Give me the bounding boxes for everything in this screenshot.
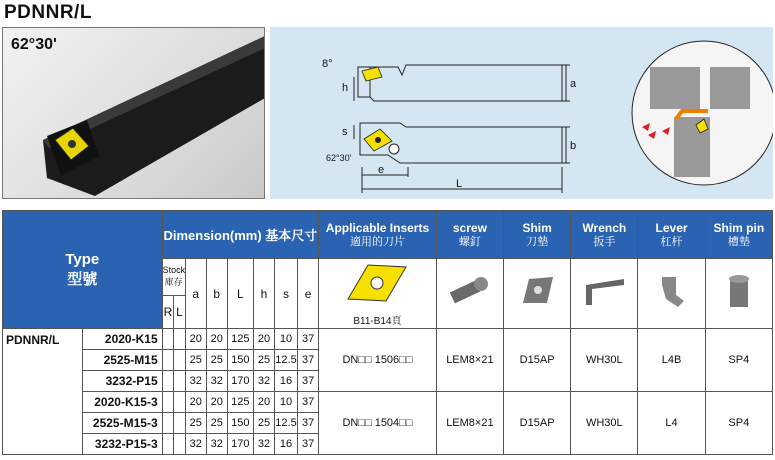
lever-icon: [652, 271, 692, 311]
table-cell: 16: [274, 434, 297, 455]
shim-pin-icon: [722, 271, 756, 311]
wrench-header: Wrench 扳手: [571, 211, 638, 259]
tool-holder-image: [3, 28, 265, 199]
table-cell: 20: [185, 329, 206, 350]
wrench-icon: [580, 273, 628, 309]
dim-b-header: b: [206, 259, 227, 329]
table-row-model: 2525-M15: [82, 350, 162, 371]
group1-screw: LEM8×21: [436, 329, 503, 392]
table-row-model: 3232-P15: [82, 371, 162, 392]
table-cell: 10: [274, 392, 297, 413]
dim-L-header: L: [227, 259, 253, 329]
table-cell: 37: [298, 371, 319, 392]
drawing-dim-L: L: [456, 178, 463, 190]
table-cell: 32: [253, 434, 274, 455]
group2-lever: L4: [638, 392, 705, 455]
dimension-header: Dimension(mm) 基本尺寸: [162, 211, 319, 259]
table-cell: 20: [253, 392, 274, 413]
lever-image-cell: [638, 259, 705, 329]
drawing-angle-top: 8°: [322, 58, 333, 70]
table-cell: 20: [253, 329, 274, 350]
table-cell: 25: [185, 413, 206, 434]
spec-table: [2, 210, 773, 455]
table-cell: 37: [298, 392, 319, 413]
table-cell: 25: [185, 350, 206, 371]
series-name: PDNNR/L: [3, 329, 83, 455]
table-cell: 37: [298, 413, 319, 434]
shim-icon: [517, 273, 557, 309]
inserts-header: Applicable Inserts 適用的刀片: [319, 211, 437, 259]
screw-icon: [447, 276, 493, 306]
lever-header: Lever 杠杆: [638, 211, 705, 259]
group2-wrench: WH30L: [571, 392, 638, 455]
shim-image-cell: [504, 259, 571, 329]
stock-header: Stock 庫存: [162, 259, 185, 296]
dim-e-header: e: [298, 259, 319, 329]
dim-s-header: s: [274, 259, 297, 329]
angle-label: 62°30': [11, 36, 57, 53]
table-cell: 37: [298, 350, 319, 371]
drawing-dim-b: b: [570, 140, 577, 152]
table-row-model: 2525-M15-3: [82, 413, 162, 434]
group1-lever: L4B: [638, 329, 705, 392]
dim-h-header: h: [253, 259, 274, 329]
table-cell: 20: [206, 329, 227, 350]
table-cell: 32: [253, 371, 274, 392]
dim-a-header: a: [185, 259, 206, 329]
group1-insert: DN□□ 1506□□: [319, 329, 437, 392]
table-row-model: 2020-K15: [82, 329, 162, 350]
drawing-dim-a: a: [570, 78, 577, 90]
group2-insert: DN□□ 1504□□: [319, 392, 437, 455]
table-cell: 25: [206, 350, 227, 371]
table-cell: 125: [227, 329, 253, 350]
technical-drawing: [270, 27, 773, 199]
group1-shim: D15AP: [504, 329, 571, 392]
group2-shim: D15AP: [504, 392, 571, 455]
type-header: [3, 211, 163, 329]
group1-wrench: WH30L: [571, 329, 638, 392]
group2-shim-pin: SP4: [705, 392, 772, 455]
shim-header: Shim 刀墊: [504, 211, 571, 259]
type-header-zh: 型號: [67, 270, 98, 288]
table-cell: 32: [185, 434, 206, 455]
table-cell: 170: [227, 434, 253, 455]
screw-header: screw 螺釘: [436, 211, 503, 259]
table-cell: 125: [227, 392, 253, 413]
stock-r-header: R: [162, 295, 174, 328]
table-cell: 170: [227, 371, 253, 392]
table-row-model: 3232-P15-3: [82, 434, 162, 455]
drawing-dim-e: e: [378, 164, 385, 176]
insert-image-cell: [319, 259, 437, 329]
table-cell: 20: [206, 392, 227, 413]
table-cell: 10: [274, 329, 297, 350]
type-header-en: Type: [65, 250, 100, 268]
wrench-image-cell: [571, 259, 638, 329]
group2-screw: LEM8×21: [436, 392, 503, 455]
table-cell: 150: [227, 350, 253, 371]
insert-icon: [344, 261, 410, 305]
table-cell: 12.5: [274, 350, 297, 371]
table-cell: 37: [298, 329, 319, 350]
drawing-angle-bottom: 62°30': [326, 153, 352, 163]
table-cell: 150: [227, 413, 253, 434]
shim-pin-header: Shim pin 槽墊: [705, 211, 772, 259]
table-cell: 25: [206, 413, 227, 434]
table-cell: 25: [253, 413, 274, 434]
table-cell: 32: [185, 371, 206, 392]
dimension-drawing: [270, 27, 773, 199]
table-cell: 25: [253, 350, 274, 371]
table-row-model: 2020-K15-3: [82, 392, 162, 413]
insert-caption: B11-B14頁: [353, 315, 402, 327]
table-cell: 32: [206, 434, 227, 455]
tool-photo: [2, 27, 265, 199]
table-cell: 12.5: [274, 413, 297, 434]
table-cell: 20: [185, 392, 206, 413]
screw-image-cell: [436, 259, 503, 329]
table-cell: 32: [206, 371, 227, 392]
spec-table-wrap: [2, 210, 773, 458]
page-title: PDNNR/L: [4, 2, 92, 23]
drawing-dim-s: s: [342, 126, 348, 138]
shim-pin-image-cell: [705, 259, 772, 329]
table-cell: 37: [298, 434, 319, 455]
group1-shim-pin: SP4: [705, 329, 772, 392]
stock-l-header: L: [174, 295, 186, 328]
table-cell: 16: [274, 371, 297, 392]
drawing-dim-h: h: [342, 82, 349, 94]
